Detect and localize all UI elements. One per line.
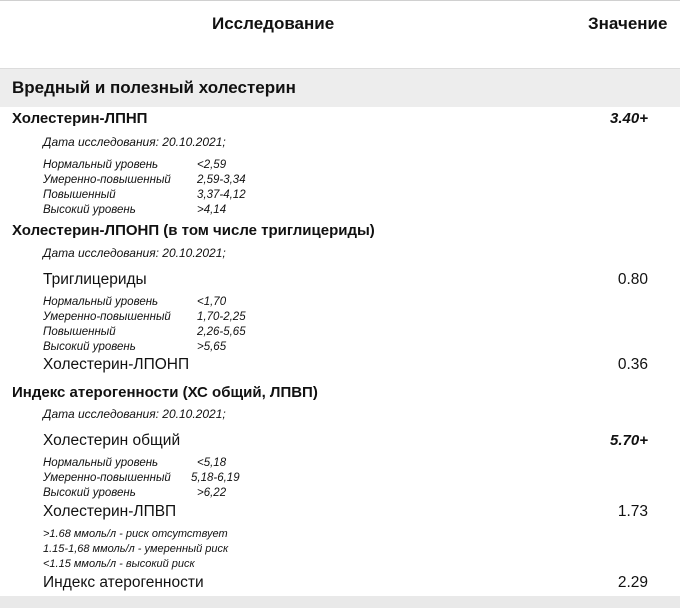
vldl-value: 0.36: [617, 356, 648, 373]
trig-range-value: >5,65: [197, 341, 227, 353]
total-range-name: Нормальный уровень: [43, 457, 159, 469]
ldl-range-name: Высокий уровень: [43, 204, 136, 216]
ldl-title: Холестерин-ЛПНП: [12, 110, 148, 127]
total-range-value: 5,18-6,19: [191, 472, 240, 484]
hdl-note: <1.15 ммоль/л - высокий риск: [43, 558, 195, 570]
triglycerides-value: 0.80: [617, 271, 648, 288]
ldl-range-value: 2,59-3,34: [197, 174, 246, 186]
trig-range-value: 2,26-5,65: [197, 326, 246, 338]
total-cholesterol-label: Холестерин общий: [43, 432, 181, 449]
atherogenic-index-value: 2.29: [617, 574, 648, 591]
column-header-study: Исследование: [212, 14, 335, 33]
group-title: Вредный и полезный холестерин: [12, 78, 296, 97]
athero-date: Дата исследования: 20.10.2021;: [43, 407, 226, 421]
hdl-label: Холестерин-ЛПВП: [43, 503, 177, 520]
bottom-band: [0, 596, 680, 608]
ldl-range-name: Умеренно-повышенный: [43, 174, 171, 186]
athero-title: Индекс атерогенности (ХС общий, ЛПВП): [12, 384, 318, 401]
total-cholesterol-value: 5.70+: [610, 432, 648, 449]
vldl-label: Холестерин-ЛПОНП: [43, 356, 190, 373]
triglycerides-label: Триглицериды: [43, 271, 147, 288]
trig-range-value: <1,70: [197, 296, 227, 308]
total-range-name: Умеренно-повышенный: [43, 472, 171, 484]
trig-range-name: Высокий уровень: [43, 341, 136, 353]
trig-range-value: 1,70-2,25: [197, 311, 246, 323]
top-divider: [0, 0, 680, 1]
column-header-value: Значение: [588, 14, 668, 33]
vldl-title: Холестерин-ЛПОНП (в том числе триглицериды): [12, 222, 375, 239]
hdl-value: 1.73: [617, 503, 648, 520]
trig-range-name: Повышенный: [43, 326, 116, 338]
total-range-name: Высокий уровень: [43, 487, 136, 499]
ldl-range-name: Повышенный: [43, 189, 116, 201]
ldl-date: Дата исследования: 20.10.2021;: [43, 135, 226, 149]
ldl-value: 3.40+: [610, 110, 648, 127]
trig-range-name: Умеренно-повышенный: [43, 311, 171, 323]
hdl-note: 1.15-1,68 ммоль/л - умеренный риск: [43, 543, 229, 555]
total-range-value: >6,22: [197, 487, 227, 499]
vldl-date: Дата исследования: 20.10.2021;: [43, 246, 226, 260]
ldl-range-value: >4,14: [197, 204, 227, 216]
hdl-note: >1.68 ммоль/л - риск отсутствует: [43, 528, 228, 540]
ldl-range-name: Нормальный уровень: [43, 159, 159, 171]
ldl-range-value: <2,59: [197, 159, 227, 171]
atherogenic-index-label: Индекс атерогенности: [43, 574, 204, 591]
trig-range-name: Нормальный уровень: [43, 296, 159, 308]
total-range-value: <5,18: [197, 457, 227, 469]
ldl-range-value: 3,37-4,12: [197, 189, 246, 201]
